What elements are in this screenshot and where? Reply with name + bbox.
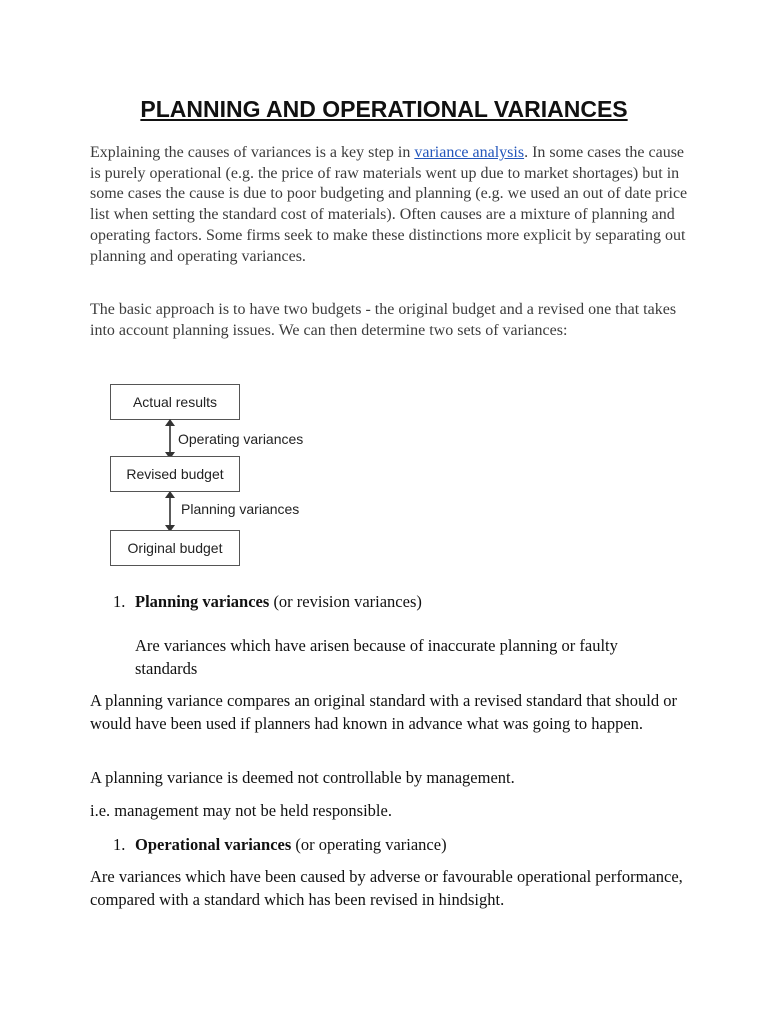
operational-list-number: 1.: [113, 835, 126, 854]
variance-analysis-link[interactable]: variance analysis: [414, 144, 525, 161]
planning-definition: Are variances which have arisen because of inaccurate planning or faulty standards: [135, 636, 618, 678]
planning-qualifier: (or revision variances): [269, 592, 422, 611]
planning-variances-label: Planning variances: [181, 501, 300, 517]
variance-diagram: [106, 380, 326, 575]
intro-paragraph: [90, 143, 690, 267]
planning-compare-paragraph: A planning variance compares an original standard with a revised standard that should or would have been used if planners had known in advance what was going to happen.: [90, 691, 677, 733]
intro-text-before-link: Explaining the causes of variances is a key step in: [90, 144, 415, 161]
operating-arrow-icon: [165, 419, 175, 459]
intro-text-after-link: . In some cases the cause is purely operational (e.g. the price of raw materials went up due to market shortages) but in some cases the cause is due to poor budgeting and planning (e.g. we used an out of date price list when setting the standard cost of materials). Often causes are a mixture of planning and operating factors. Some firms seek to make these distinctions more explicit by separating out planning and operating variances.: [90, 144, 688, 265]
operational-list-heading: [135, 835, 447, 855]
original-budget-box: Original budget: [110, 530, 240, 566]
planning-ie-paragraph: i.e. management may not be held responsible.: [90, 801, 392, 820]
planning-list-number: 1.: [113, 592, 126, 611]
actual-results-box: Actual results: [110, 384, 240, 420]
approach-paragraph: The basic approach is to have two budgets - the original budget and a revised one that takes into account planning issues. We can then determine two sets of variances:: [90, 301, 677, 339]
planning-arrow-icon: [165, 491, 175, 532]
operating-variances-label: Operating variances: [178, 431, 304, 447]
planning-control-paragraph: A planning variance is deemed not controllable by management.: [90, 768, 515, 787]
planning-list-heading: [135, 592, 422, 612]
operational-definition: Are variances which have been caused by adverse or favourable operational performance, compared with a standard which has been revised in hindsight.: [90, 867, 683, 909]
operational-term: Operational variances: [135, 835, 292, 854]
planning-term: Planning variances: [135, 592, 270, 611]
operational-qualifier: (or operating variance): [291, 835, 447, 854]
revised-budget-box: Revised budget: [110, 456, 240, 492]
page-title: PLANNING AND OPERATIONAL VARIANCES: [140, 96, 628, 122]
